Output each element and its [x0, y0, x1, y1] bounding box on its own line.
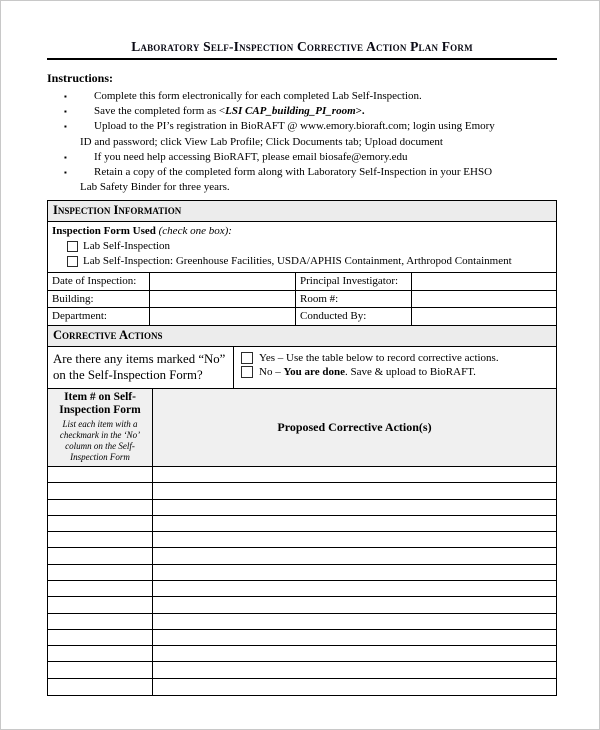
section-header-corrective-actions: Corrective Actions — [48, 326, 556, 347]
building-label: Building: — [48, 291, 150, 308]
item-number-cell[interactable] — [48, 565, 153, 580]
filename-text: LSI CAP_building_PI_room — [225, 105, 356, 118]
table-row — [48, 548, 556, 564]
form-used-option-row — [67, 240, 552, 252]
lab-self-inspection-checkbox[interactable] — [67, 241, 78, 252]
conducted-by-label: Conducted By: — [296, 308, 412, 325]
no-option-label: No – You are done. Save & upload to BioRAFT. — [259, 365, 476, 378]
department-value[interactable] — [150, 308, 296, 325]
corrective-action-cell[interactable] — [153, 581, 556, 596]
corrective-action-cell[interactable] — [153, 597, 556, 612]
bullet-text: Upload to the PI’s registration in BioRAFT @ www.emory.bioraft.com; login using Emory ID and password; click View Lab Profile; Click Documents tab; Upload document — [80, 120, 495, 148]
instruction-bullet — [64, 89, 504, 104]
title-block — [47, 38, 557, 60]
instruction-bullet — [64, 165, 504, 195]
department-label: Department: — [48, 308, 150, 325]
inspection-form-used-section — [48, 222, 556, 273]
greenhouse-usda-aphis-checkbox[interactable] — [67, 256, 78, 267]
item-number-cell[interactable] — [48, 516, 153, 531]
corrective-action-cell[interactable] — [153, 565, 556, 580]
conducted-by-value[interactable] — [412, 308, 556, 325]
table-row — [48, 500, 556, 516]
yes-checkbox[interactable] — [241, 352, 253, 364]
corrective-action-cell[interactable] — [153, 614, 556, 629]
item-number-cell[interactable] — [48, 646, 153, 661]
instruction-bullet — [64, 119, 504, 149]
table-row — [48, 565, 556, 581]
instruction-bullet — [64, 104, 504, 119]
form-used-note: (check one box): — [158, 225, 232, 238]
item-number-cell[interactable] — [48, 597, 153, 612]
form-table — [47, 200, 557, 696]
principal-investigator-label: Principal Investigator: — [296, 273, 412, 290]
instructions-heading: Instructions: — [47, 71, 114, 85]
bullet-text: Complete this form electronically for each completed Lab Self-Inspection. — [94, 90, 422, 102]
table-row — [48, 679, 556, 695]
table-row — [48, 630, 556, 646]
square-bullet-icon: ▪ — [64, 122, 67, 132]
question-options — [234, 347, 556, 388]
table-row — [48, 662, 556, 678]
table-row — [48, 483, 556, 499]
item-number-cell[interactable] — [48, 500, 153, 515]
square-bullet-icon: ▪ — [64, 92, 67, 101]
item-column-note: List each item with a checkmark in the ‘No’ column on the Self-Inspection Form — [59, 418, 141, 462]
square-bullet-icon: ▪ — [64, 152, 67, 162]
form-used-label-line — [52, 225, 552, 237]
table-row — [48, 516, 556, 532]
form-used-option-row — [67, 255, 552, 267]
corrective-action-cell[interactable] — [153, 500, 556, 515]
corrective-action-cell[interactable] — [153, 679, 556, 695]
info-grid-row — [48, 273, 556, 291]
info-grid-row — [48, 308, 556, 326]
item-number-cell[interactable] — [48, 662, 153, 677]
question-text: Are there any items marked “No” on the Self-Inspection Form? — [48, 347, 234, 388]
item-number-cell[interactable] — [48, 483, 153, 498]
item-number-cell[interactable] — [48, 630, 153, 645]
corrective-action-cell[interactable] — [153, 662, 556, 677]
instructions-list — [47, 89, 557, 195]
building-value[interactable] — [150, 291, 296, 308]
bullet-text: Save the completed form as < — [94, 105, 226, 118]
bullet-text: >. — [355, 105, 365, 118]
table-row — [48, 532, 556, 548]
item-column-header — [48, 389, 153, 466]
table-row — [48, 597, 556, 613]
room-number-label: Room #: — [296, 291, 412, 308]
info-grid-row — [48, 291, 556, 309]
corrective-table-header — [48, 389, 556, 467]
corrective-action-cell[interactable] — [153, 516, 556, 531]
square-bullet-icon: ▪ — [64, 168, 67, 178]
checkbox-label: Lab Self-Inspection — [83, 240, 171, 253]
checkbox-label: Lab Self-Inspection: Greenhouse Facilities, USDA/APHIS Containment, Arthropod Containment — [83, 255, 512, 268]
corrective-action-cell[interactable] — [153, 467, 556, 482]
section-header-inspection-information: Inspection Information — [48, 201, 556, 222]
table-row — [48, 614, 556, 630]
square-bullet-icon: ▪ — [64, 107, 67, 117]
corrective-action-cell[interactable] — [153, 548, 556, 563]
principal-investigator-value[interactable] — [412, 273, 556, 290]
no-option-row — [241, 366, 556, 378]
room-number-value[interactable] — [412, 291, 556, 308]
item-number-cell[interactable] — [48, 548, 153, 563]
corrective-rows — [48, 467, 556, 695]
bullet-text: Retain a copy of the completed form along with Laboratory Self-Inspection in your EHSO Lab Safety Binder for three years. — [80, 166, 493, 194]
corrective-action-cell[interactable] — [153, 646, 556, 661]
item-number-cell[interactable] — [48, 532, 153, 547]
corrective-question-row — [48, 347, 556, 389]
table-row — [48, 581, 556, 597]
action-column-header: Proposed Corrective Action(s) — [277, 419, 432, 434]
no-checkbox[interactable] — [241, 366, 253, 378]
corrective-action-cell[interactable] — [153, 532, 556, 547]
yes-option-label: Yes – Use the table below to record corrective actions. — [259, 351, 499, 364]
item-number-cell[interactable] — [48, 467, 153, 482]
table-row — [48, 467, 556, 483]
bullet-text: If you need help accessing BioRAFT, please email biosafe@emory.edu — [94, 150, 408, 163]
form-used-label: Inspection Form Used — [52, 225, 156, 238]
item-number-cell[interactable] — [48, 581, 153, 596]
yes-option-row — [241, 352, 556, 364]
date-of-inspection-value[interactable] — [150, 273, 296, 290]
table-row — [48, 646, 556, 662]
page-title: Laboratory Self-Inspection Corrective Action Plan Form — [131, 39, 473, 54]
corrective-action-cell[interactable] — [153, 630, 556, 645]
instruction-bullet — [64, 150, 504, 165]
item-column-title: Item # on Self-Inspection Form — [59, 390, 141, 417]
item-number-cell[interactable] — [48, 614, 153, 629]
corrective-action-cell[interactable] — [153, 483, 556, 498]
item-number-cell[interactable] — [48, 679, 153, 695]
date-of-inspection-label: Date of Inspection: — [48, 273, 150, 290]
